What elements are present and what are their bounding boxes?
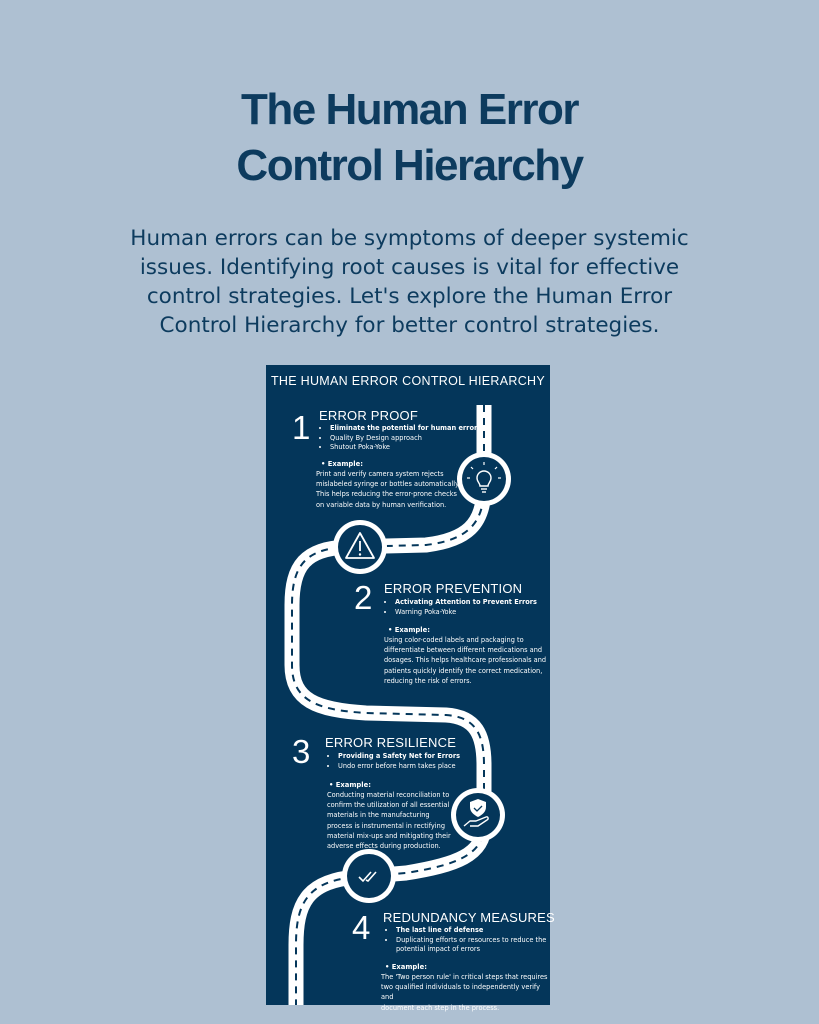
example-line: adverse effects during production.	[327, 842, 441, 851]
step-heading: REDUNDANCY MEASURES	[383, 910, 555, 925]
example-line: confirm the utilization of all essential	[327, 801, 450, 810]
step-number: 3	[292, 733, 311, 770]
example-label: • Example:	[321, 460, 363, 468]
step-heading: ERROR RESILIENCE	[325, 735, 457, 750]
infographic-panel	[266, 365, 555, 1012]
step-bullets	[328, 752, 498, 771]
example-line: patients quickly identify the correct medication,	[384, 666, 543, 675]
panel-title: THE HUMAN ERROR CONTROL HIERARCHY	[270, 374, 546, 388]
example-label-text: Example:	[327, 460, 363, 468]
example-line: Conducting material reconciliation to	[327, 791, 450, 799]
bullet-item: • Eliminate the potential for human error	[330, 424, 500, 434]
step-heading: ERROR PROOF	[319, 408, 418, 423]
example-label-text: Example:	[391, 963, 427, 971]
example-line: The 'Two person rule' in critical steps that requires	[381, 973, 548, 981]
intro-line-3: control strategies. Let's explore the Human Error	[146, 284, 673, 309]
example-line: dosages. This helps healthcare professionals and	[384, 656, 547, 665]
example-line: This helps reducing the error-prone checks	[316, 490, 457, 499]
bullet-item: • Warning Poka-Yoke	[395, 608, 555, 618]
intro-line-2: issues. Identifying root causes is vital for effective	[139, 255, 680, 280]
intro-line-4: Control Hierarchy for better control strategies.	[159, 313, 660, 338]
example-line: Print and verify camera system rejects	[316, 470, 444, 478]
step-bullets	[320, 424, 500, 453]
example-label-text: Example:	[335, 781, 371, 789]
example-label: • Example:	[385, 963, 427, 971]
example-label: • Example:	[388, 626, 430, 634]
bullet-item: • Shutout Poka-Yoke	[330, 443, 500, 453]
title-line-1: The Human Error	[241, 85, 578, 134]
shield-hand-icon	[451, 788, 505, 842]
bullet-item: • Quality By Design approach	[330, 434, 500, 444]
step-heading: ERROR PREVENTION	[384, 581, 523, 596]
example-text	[381, 972, 549, 1013]
example-text	[327, 790, 452, 851]
step-number: 2	[354, 579, 373, 616]
intro-text	[80, 224, 739, 340]
step-bullets	[386, 926, 556, 955]
bullet-item: • Duplicating efforts or resources to reduce the	[396, 936, 556, 946]
example-line: Using color-coded labels and packaging to	[384, 636, 524, 644]
warning-icon	[333, 520, 387, 574]
example-text	[316, 469, 486, 510]
bullet-item: • Undo error before harm takes place	[338, 762, 498, 772]
step-bullets	[385, 598, 555, 617]
example-line: process is instrumental in rectifying	[327, 821, 446, 830]
bullet-item: potential impact of errors	[396, 945, 481, 953]
example-line: differentiate between different medications and	[384, 646, 543, 655]
intro-line-1: Human errors can be symptoms of deeper systemic	[130, 226, 689, 251]
example-line: document each step in the process.	[381, 1003, 500, 1012]
example-label-text: Example:	[394, 626, 430, 634]
example-line: two qualified individuals to independently verify and	[381, 983, 541, 1002]
example-label: • Example:	[329, 781, 371, 789]
title-line-2: Control Hierarchy	[236, 141, 583, 190]
example-text	[384, 635, 548, 686]
step-number: 1	[292, 409, 311, 446]
bullet-item: • Activating Attention to Prevent Errors	[395, 598, 555, 608]
bullet-item: • The last line of defense	[396, 926, 556, 936]
example-line: material mix-ups and mitigating their	[327, 831, 451, 840]
step-number: 4	[352, 909, 371, 946]
example-line: mislabeled syringe or bottles automatically.	[316, 480, 461, 489]
example-line: materials in the manufacturing	[327, 811, 430, 820]
double-check-icon	[342, 849, 396, 903]
page-title	[0, 82, 819, 194]
bullet-item: • Providing a Safety Net for Errors	[338, 752, 498, 762]
example-line: reducing the risk of errors.	[384, 676, 472, 685]
example-line: on variable data by human verification.	[316, 500, 447, 509]
